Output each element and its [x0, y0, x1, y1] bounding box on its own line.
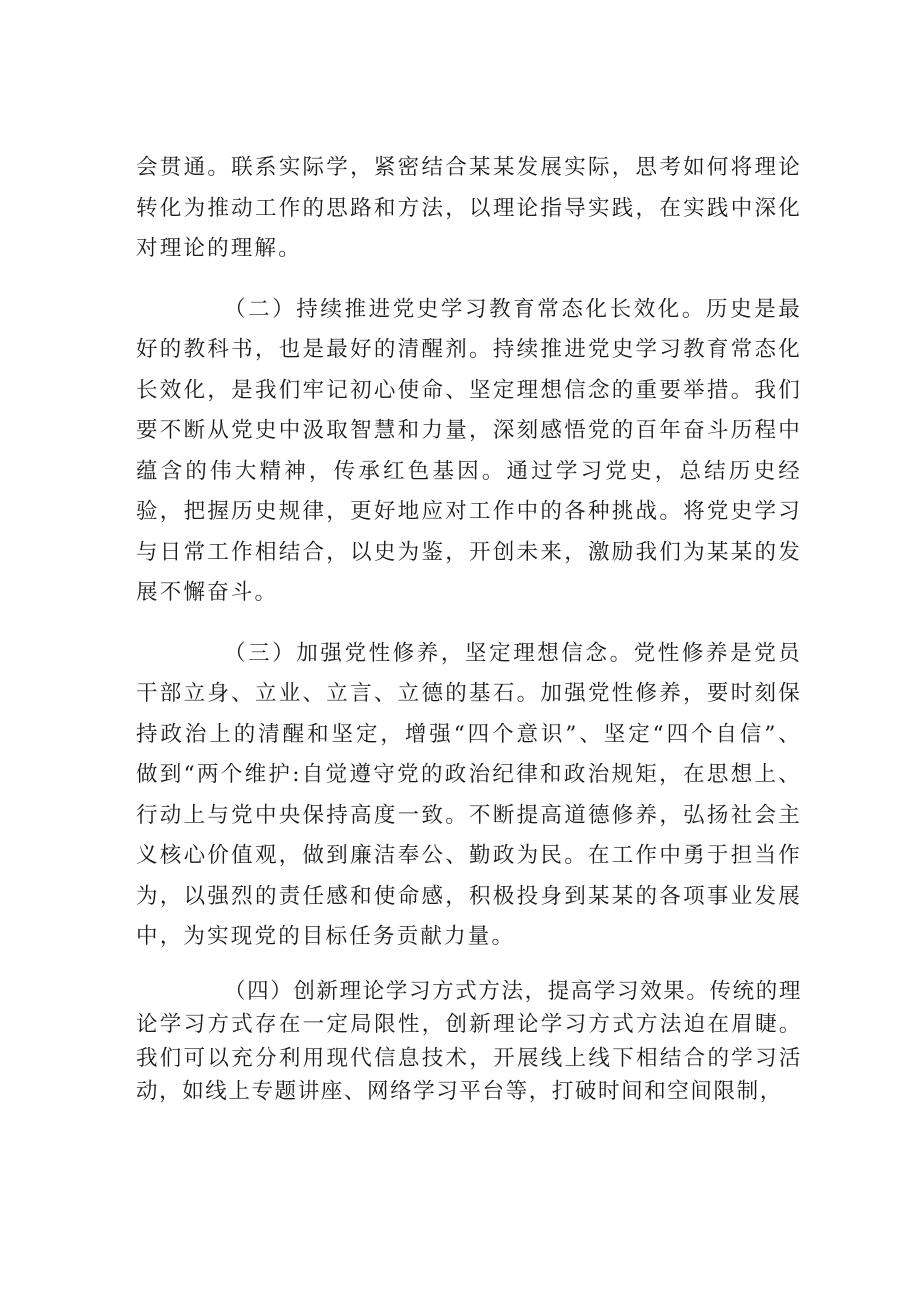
- document-body: [136, 148, 802, 1109]
- paragraph-section-two: （二）持续推进党史学习教育常态化长效化。历史是最好的教科书，也是最好的清醒剂。持续推进党史学习教育常态化长效化，是我们牢记初心使命、坚定理想信念的重要举措。我们要不断从党史中汲取智慧和力量，深刻感悟党的百年奋斗历程中蕴含的伟大精神，传承红色基因。通过学习党史，总结历史经验，把握历史规律，更好地应对工作中的各种挑战。将党史学习与日常工作相结合，以史为鉴，开创未来，激励我们为某某的发展不懈奋斗。: [136, 296, 802, 605]
- paragraph-section-four: （四）创新理论学习方式方法，提高学习效果。传统的理论学习方式存在一定局限性，创新理论学习方式方法迫在眉睫。我们可以充分利用现代信息技术，开展线上线下相结合的学习活动，如线上专题讲座、网络学习平台等，打破时间和空间限制，: [136, 978, 802, 1104]
- paragraph-continuation: 会贯通。联系实际学，紧密结合某某发展实际，思考如何将理论转化为推动工作的思路和方法，以理论指导实践，在实践中深化对理论的理解。: [136, 155, 802, 261]
- paragraph-section-three: （三）加强党性修养，坚定理想信念。党性修养是党员干部立身、立业、立言、立德的基石。加强党性修养，要时刻保持政治上的清醒和坚定，增强“四个意识”、坚定“四个自信”、做到“两个维护:自觉遵守党的政治纪律和政治规矩，在思想上、行动上与党中央保持高度一致。不断提高道德修养，弘扬社会主义核心价值观，做到廉洁奉公、勤政为民。在工作中勇于担当作为，以强烈的责任感和使命感，积极投身到某某的各项事业发展中，为实现党的目标任务贡献力量。: [136, 640, 802, 949]
